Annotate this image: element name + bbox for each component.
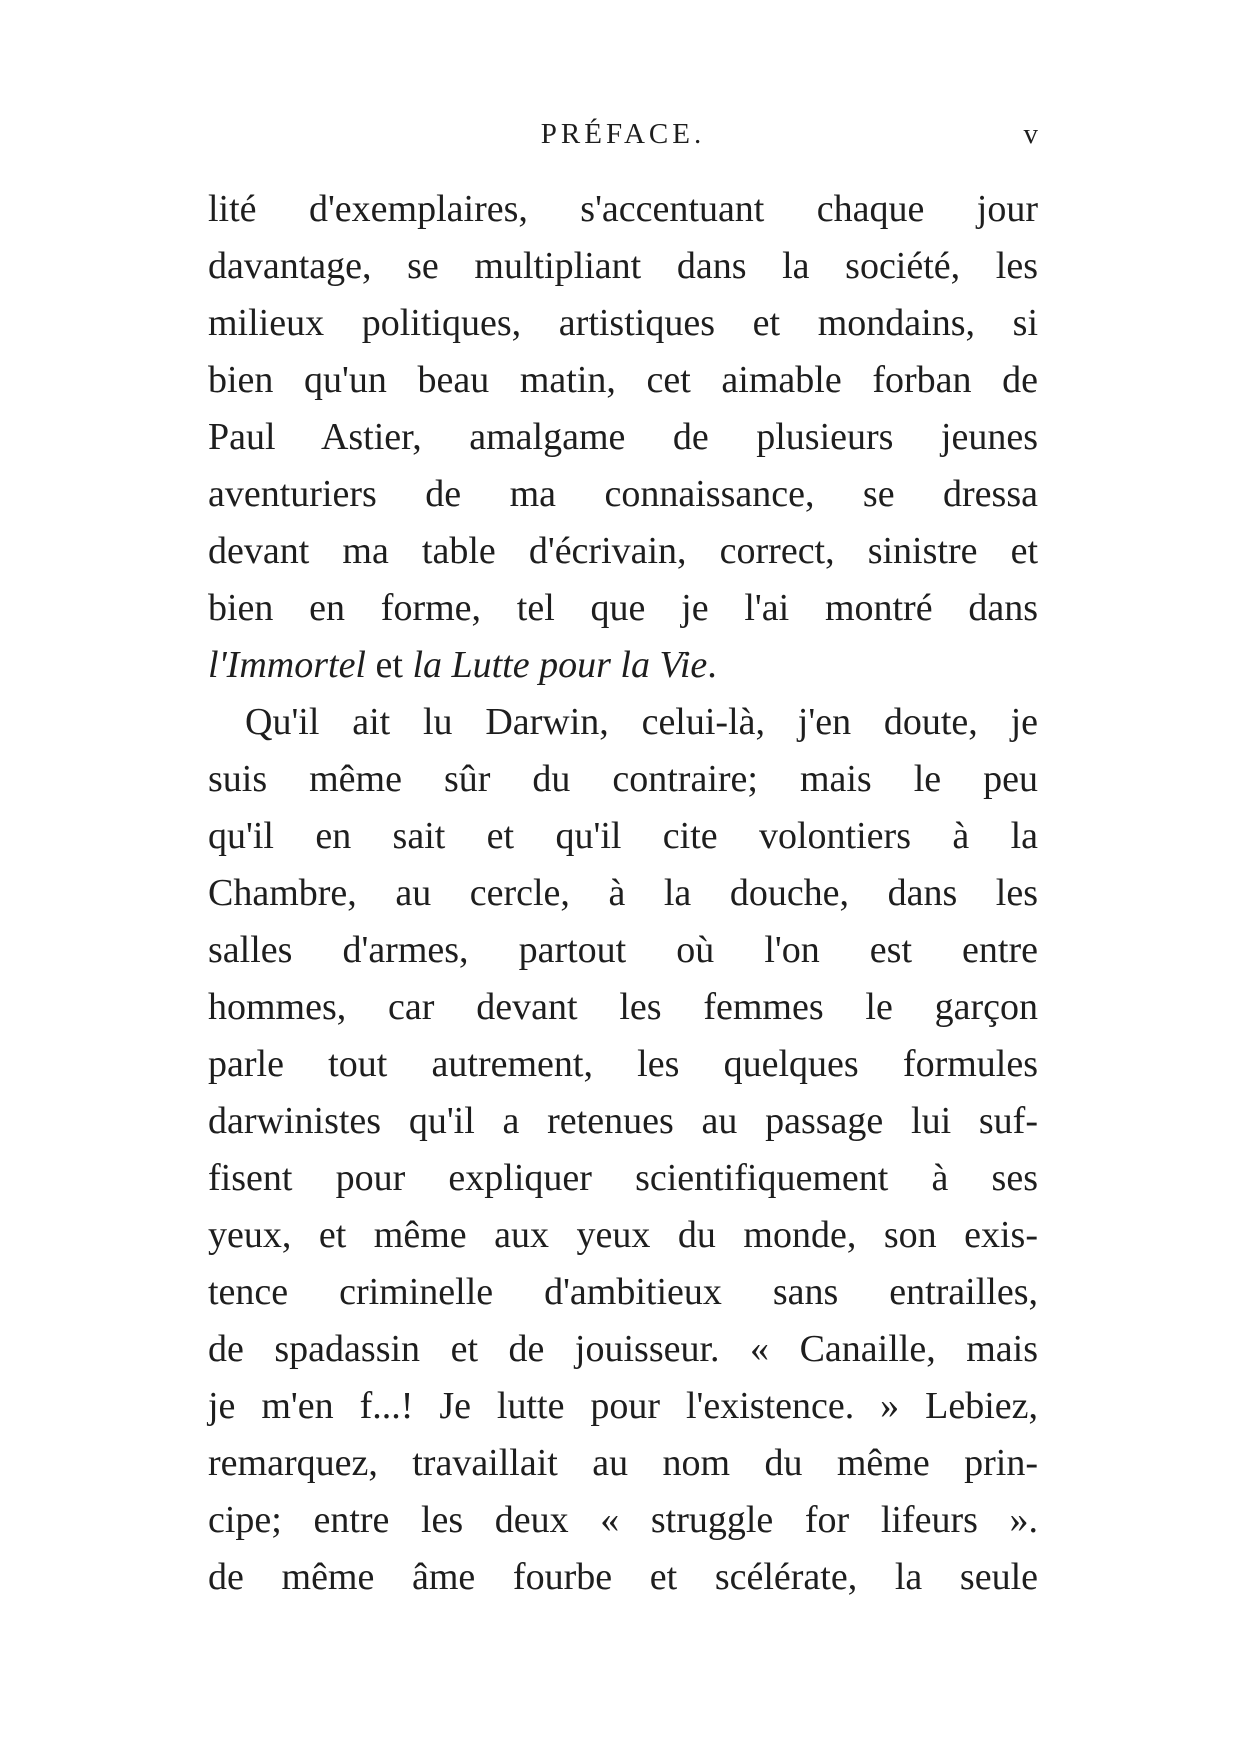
work-title-lutte: la Lutte pour la Vie [412, 644, 708, 686]
text-line: suis même sûr du contraire; mais le peu [208, 758, 1038, 800]
running-title: PRÉFACE. [540, 118, 706, 150]
text-line: je m'en f...! Je lutte pour l'existence. » Lebiez, [208, 1385, 1038, 1427]
text-line: remarquez, travaillait au nom du même prin- [208, 1442, 1038, 1484]
work-title-immortel: l'Immortel [208, 644, 366, 686]
paragraph-2 [208, 694, 1038, 1606]
text-line: de même âme fourbe et scélérate, la seule [208, 1556, 1038, 1598]
text-line: davantage, se multipliant dans la société, les [208, 245, 1038, 287]
text-line: darwinistes qu'il a retenues au passage lui suf- [208, 1100, 1038, 1142]
text-line: Qu'il ait lu Darwin, celui-là, j'en doute, je [245, 701, 1038, 743]
text-line: bien qu'un beau matin, cet aimable forban de [208, 359, 1038, 401]
page-header [208, 118, 1038, 158]
text-line: fisent pour expliquer scientifiquement à ses [208, 1157, 1038, 1199]
line-end-punctuation: . [707, 644, 717, 686]
text-line: tence criminelle d'ambitieux sans entrailles, [208, 1271, 1038, 1313]
page-number: v [1023, 118, 1038, 150]
title-joiner: et [366, 644, 413, 686]
text-line: de spadassin et de jouisseur. « Canaille, mais [208, 1328, 1038, 1370]
text-line: qu'il en sait et qu'il cite volontiers à la [208, 815, 1038, 857]
text-line: devant ma table d'écrivain, correct, sinistre et [208, 530, 1038, 572]
text-line: aventuriers de ma connaissance, se dressa [208, 473, 1038, 515]
text-line: parle tout autrement, les quelques formules [208, 1043, 1038, 1085]
text-line: hommes, car devant les femmes le garçon [208, 986, 1038, 1028]
text-line: Paul Astier, amalgame de plusieurs jeunes [208, 416, 1038, 458]
text-line-titles [208, 637, 1038, 694]
text-line: yeux, et même aux yeux du monde, son exis- [208, 1214, 1038, 1256]
text-line: lité d'exemplaires, s'accentuant chaque jour [208, 188, 1038, 230]
paragraph-1 [208, 181, 1038, 694]
text-line: salles d'armes, partout où l'on est entre [208, 929, 1038, 971]
text-line: cipe; entre les deux « struggle for lifeurs ». [208, 1499, 1038, 1541]
text-line: Chambre, au cercle, à la douche, dans les [208, 872, 1038, 914]
text-line: bien en forme, tel que je l'ai montré dans [208, 587, 1038, 629]
body-text [208, 181, 1038, 1606]
text-line: milieux politiques, artistiques et mondains, si [208, 302, 1038, 344]
